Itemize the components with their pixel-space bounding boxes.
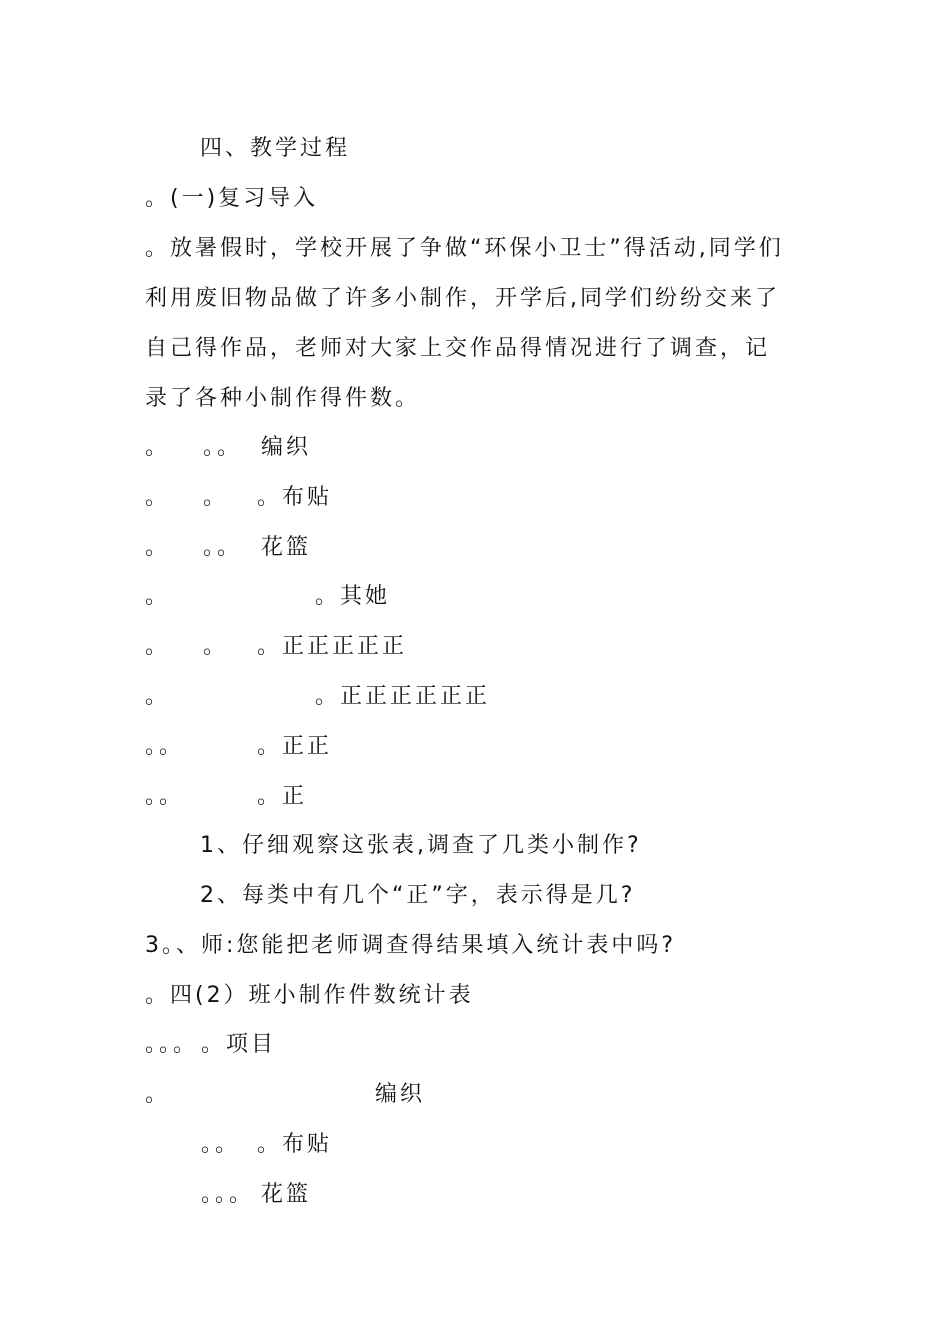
teacher-question: 3。、师:您能把老师调查得结果填入统计表中吗? [145,933,677,958]
placeholder-marks: 。 [145,535,171,560]
subheading-review: 。(一)复习导入 [145,186,319,211]
tally-row-weaving [145,428,312,468]
placeholder-marks: 。。。 [145,1032,199,1057]
placeholder-marks: 。 [145,634,171,659]
placeholder-marks: 。。 [203,535,243,560]
placeholder-marks: 。。 [201,1132,241,1157]
table-cell-label: 编织 [375,1082,426,1107]
tally-row-cloth-patch [145,478,333,518]
intro-paragraph-line-4: 录了各种小制作得件数。 [145,386,421,411]
placeholder-marks: 。 [145,1082,171,1107]
table-cell-label: 。项目 [201,1032,277,1057]
intro-paragraph-line-2: 利用废旧物品做了许多小制作，开学后,同学们纷纷交来了 [145,286,780,311]
table-row-cloth-patch [145,1125,333,1165]
tally-marks: 。正 [257,784,308,809]
table-row-flower-basket [145,1175,312,1215]
tally-label: 。其她 [315,584,391,609]
table-row-header [145,1025,277,1065]
section-heading: 四、教学过程 [200,136,351,161]
table-cell-label: 花篮 [261,1182,312,1207]
tally-label: 编织 [261,435,312,460]
placeholder-marks: 。 [145,684,171,709]
tally-label: 。布贴 [257,485,333,510]
tally-count-row-2 [145,677,491,717]
placeholder-marks: 。 [203,634,229,659]
intro-paragraph-line-3: 自己得作品，老师对大家上交作品得情况进行了调查，记 [145,336,771,361]
placeholder-marks: 。 [203,485,229,510]
tally-count-row-1 [145,627,408,667]
tally-count-row-3 [145,727,333,767]
question-1: 1、仔细观察这张表,调查了几类小制作? [200,833,642,858]
placeholder-marks: 。。 [203,435,243,460]
question-2: 2、每类中有几个“正”字，表示得是几? [200,883,636,908]
table-cell-label: 。布贴 [257,1132,333,1157]
intro-paragraph-line-1: 。放暑假时，学校开展了争做“环保小卫士”得活动,同学们 [145,236,784,261]
tally-marks: 。正正正正正 [257,634,408,659]
tally-label: 花篮 [261,535,312,560]
placeholder-marks: 。 [145,435,171,460]
tally-row-flower-basket [145,528,312,568]
tally-marks: 。正正 [257,734,333,759]
tally-row-other [145,577,391,617]
placeholder-marks: 。 [145,485,171,510]
tally-count-row-4 [145,777,308,817]
placeholder-marks: 。 [145,584,171,609]
placeholder-marks: 。。 [145,734,185,759]
placeholder-marks: 。。。 [201,1182,255,1207]
placeholder-marks: 。。 [145,784,185,809]
table-title: 。四(2）班小制作件数统计表 [145,983,474,1008]
table-row-weaving [145,1075,426,1115]
tally-marks: 。正正正正正正 [315,684,491,709]
